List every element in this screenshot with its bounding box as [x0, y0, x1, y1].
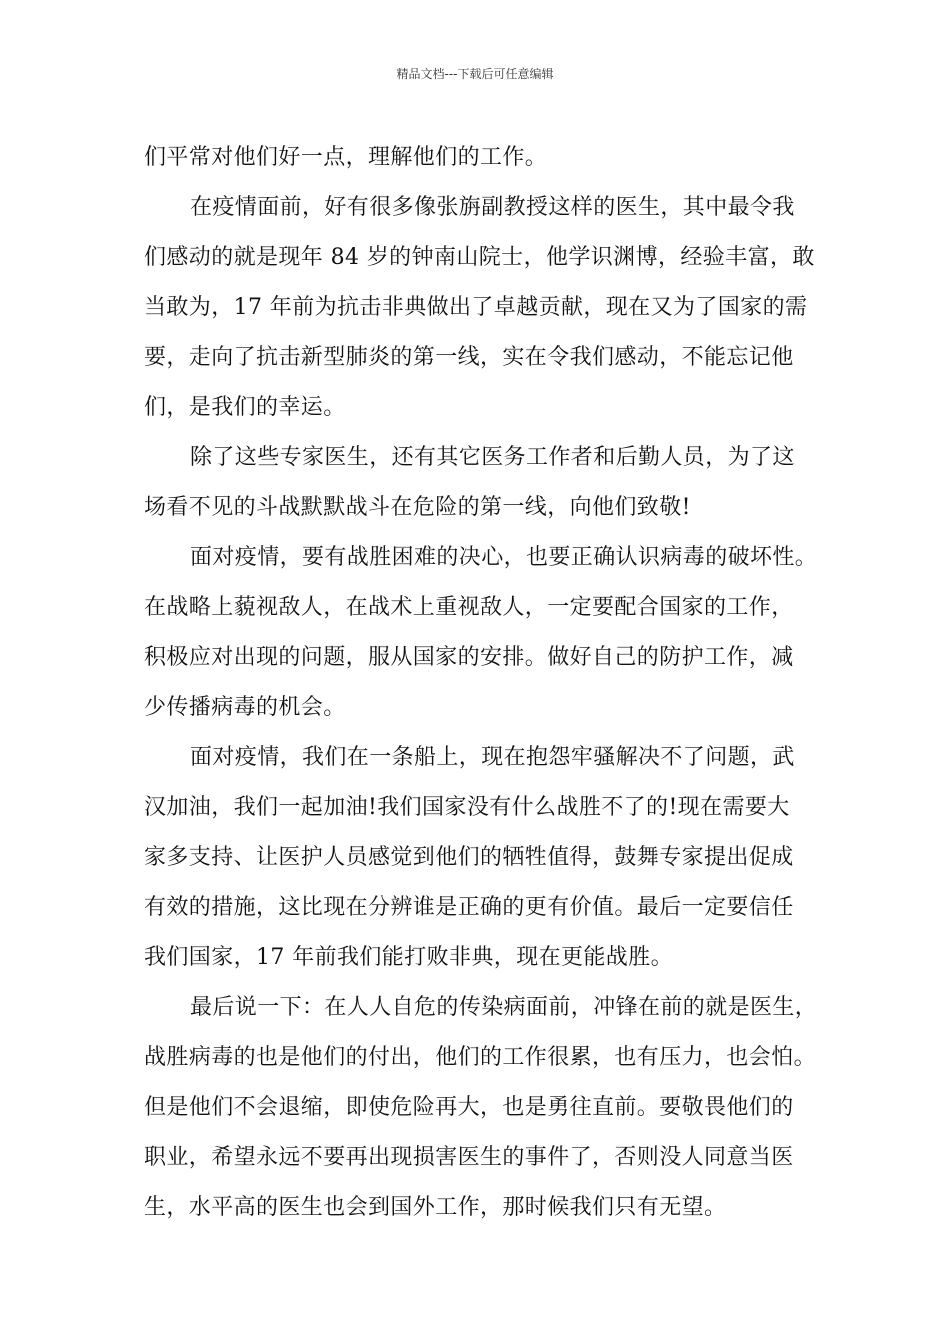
text-line: 家多支持、让医护人员感觉到他们的牺牲值得，鼓舞专家提出促成: [144, 845, 794, 870]
text-line: 当敢为，17 年前为抗击非典做出了卓越贡献，现在又为了国家的需: [144, 295, 808, 320]
paragraph-start-line: 面对疫情，要有战胜困难的决心，也要正确认识病毒的破坏性。: [190, 545, 818, 570]
paragraph-start-line: 面对疫情，我们在一条船上，现在抱怨牢骚解决不了问题，武: [190, 745, 795, 770]
text-line: 我们国家，17 年前我们能打败非典，现在更能战胜。: [144, 945, 673, 970]
text-line: 们感动的就是现年 84 岁的钟南山院士，他学识渊博，经验丰富，敢: [144, 245, 815, 270]
paragraph-start-line: 在疫情面前，好有很多像张旃副教授这样的医生，其中最令我: [190, 195, 795, 220]
text-line: 们，是我们的幸运。: [144, 395, 346, 420]
text-line: 战胜病毒的也是他们的付出，他们的工作很累，也有压力，也会怕。: [144, 1045, 817, 1070]
text-line: 在战略上藐视敌人，在战术上重视敌人，一定要配合国家的工作，: [144, 595, 794, 620]
text-line: 职业，希望永远不要再出现损害医生的事件了，否则没人同意当医: [144, 1145, 794, 1170]
paragraph-start-line: 最后说一下：在人人自危的传染病面前，冲锋在前的就是医生，: [190, 995, 818, 1020]
document-body: [144, 133, 834, 1233]
text-line: 要，走向了抗击新型肺炎的第一线，实在令我们感动，不能忘记他: [144, 345, 794, 370]
text-line: 但是他们不会退缩，即使危险再大，也是勇往直前。要敬畏他们的: [144, 1095, 794, 1120]
text-line: 有效的措施，这比现在分辨谁是正确的更有价值。最后一定要信任: [144, 895, 794, 920]
paragraph-start-line: 除了这些专家医生，还有其它医务工作者和后勤人员，为了这: [190, 445, 795, 470]
text-line: 场看不见的斗战默默战斗在危险的第一线，向他们致敬!: [144, 495, 691, 520]
text-line: 汉加油，我们一起加油!我们国家没有什么战胜不了的!现在需要大: [144, 795, 790, 820]
page-header: 精品文档---下载后可任意编辑: [396, 67, 554, 81]
text-line: 少传播病毒的机会。: [144, 695, 346, 720]
text-line: 生，水平高的医生也会到国外工作，那时候我们只有无望。: [144, 1195, 727, 1220]
text-line: 积极应对出现的问题，服从国家的安排。做好自己的防护工作，减: [144, 645, 794, 670]
text-line: 们平常对他们好一点，理解他们的工作。: [144, 145, 548, 170]
